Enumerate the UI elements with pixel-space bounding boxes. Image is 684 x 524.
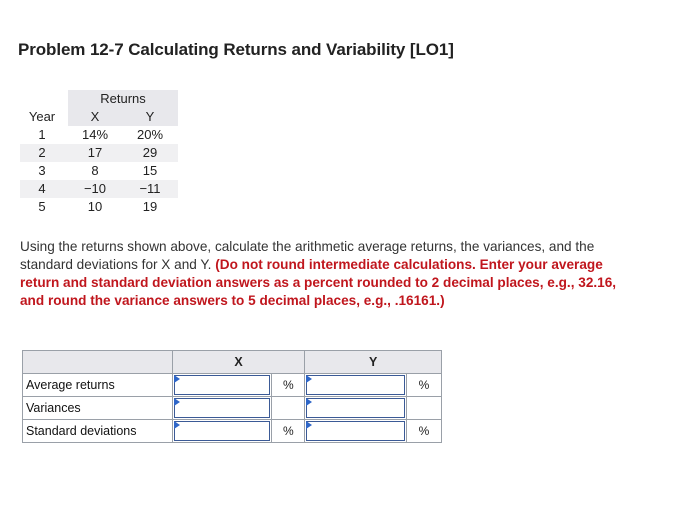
unit-blank	[272, 397, 305, 420]
percent-unit: %	[272, 374, 305, 397]
returns-group-header: Returns	[68, 90, 178, 108]
variance-y-input[interactable]	[305, 397, 407, 420]
col-y-header: Y	[122, 108, 178, 126]
average-return-y-input[interactable]	[305, 374, 407, 397]
table-row-year: 3	[38, 163, 46, 178]
std-dev-x-input[interactable]	[172, 420, 272, 443]
table-row-y: 20%	[136, 127, 164, 142]
flag-icon	[174, 421, 180, 429]
answer-row-average-returns	[23, 374, 442, 397]
col-year-header: Year	[28, 109, 56, 124]
table-row-x: 17	[87, 145, 103, 160]
row-label: Variances	[23, 397, 173, 420]
table-row-x: 14%	[81, 127, 109, 142]
instructions-paragraph	[20, 238, 642, 310]
variance-x-input[interactable]	[172, 397, 272, 420]
table-row-x: 8	[91, 163, 99, 178]
answer-row-variances	[23, 397, 442, 420]
instructions-text: Using the returns shown above, calculate the arithmetic average returns, the variances, and the standard deviations for X and Y.	[20, 239, 595, 272]
table-row-y: 19	[142, 199, 158, 214]
percent-unit: %	[407, 374, 442, 397]
percent-unit: %	[407, 420, 442, 443]
answer-col-y-header: Y	[305, 351, 442, 374]
average-return-x-input[interactable]	[172, 374, 272, 397]
percent-unit: %	[272, 420, 305, 443]
table-row-x: −10	[83, 181, 107, 196]
flag-icon	[174, 398, 180, 406]
table-row-year: 1	[38, 127, 46, 142]
answer-header-blank	[23, 351, 173, 374]
instructions-rounding-note: (Do not round intermediate calculations. Enter your average return and standard deviation answers as a percent rounded to 2 decimal places, e.g., 32.16, and round the variance answers to 5 decimal places, e.g., .16161.)	[20, 257, 617, 308]
answer-col-x-header: X	[172, 351, 305, 374]
std-dev-y-input[interactable]	[305, 420, 407, 443]
answer-table	[22, 350, 442, 443]
col-x-header: X	[68, 108, 122, 126]
flag-icon	[306, 398, 312, 406]
table-row-year: 2	[38, 145, 46, 160]
answer-row-standard-deviations	[23, 420, 442, 443]
flag-icon	[306, 421, 312, 429]
table-row-y: 29	[142, 145, 158, 160]
flag-icon	[174, 375, 180, 383]
table-row-y: −11	[139, 181, 161, 196]
row-label: Average returns	[23, 374, 173, 397]
page-title: Problem 12-7 Calculating Returns and Variability [LO1]	[18, 40, 454, 59]
table-row-year: 5	[38, 199, 46, 214]
unit-blank	[407, 397, 442, 420]
table-row-y: 15	[142, 163, 158, 178]
table-row-x: 10	[87, 199, 103, 214]
row-label: Standard deviations	[23, 420, 173, 443]
flag-icon	[306, 375, 312, 383]
table-row-year: 4	[38, 181, 46, 196]
